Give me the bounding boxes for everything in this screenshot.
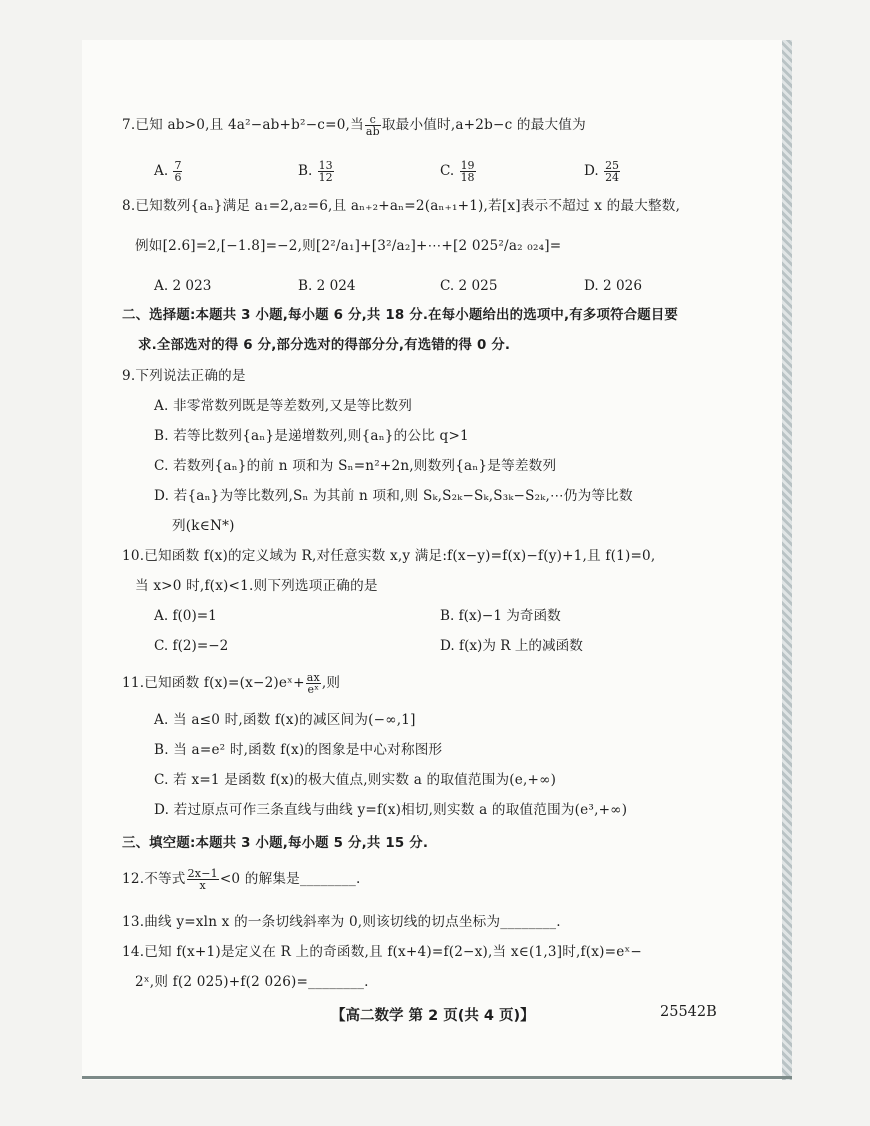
q9-option-b: B. 若等比数列{aₙ}是递增数列,则{aₙ}的公比 q>1: [154, 428, 469, 444]
section-2-heading-line1: 二、选择题:本题共 3 小题,每小题 6 分,共 18 分.在每小题给出的选项中,有多项符合题目要: [122, 308, 679, 323]
scan-edge-strip: [782, 40, 792, 1080]
q7-option-a: A. $\frac{7}{6}$: [154, 159, 182, 184]
q9-option-a: A. 非零常数列既是等差数列,又是等比数列: [154, 398, 413, 414]
q7-option-b: B. $\frac{13}{12}$: [298, 159, 333, 184]
question-9-stem: 9.下列说法正确的是: [122, 368, 246, 384]
q11-option-a: A. 当 a≤0 时,函数 f(x)的减区间为(−∞,1]: [154, 712, 416, 728]
q8-option-b: B. 2 024: [298, 278, 356, 294]
paper-code: 25542B: [660, 1004, 717, 1020]
page-footer-label: 【高二数学 第 2 页(共 4 页)】: [331, 1008, 535, 1024]
q10-option-c: C. f(2)=−2: [154, 638, 229, 654]
q11-option-d: D. 若过原点可作三条直线与曲线 y=f(x)相切,则实数 a 的取值范围为(e³,+∞): [154, 802, 628, 818]
q7-option-c: C. $\frac{19}{18}$: [440, 159, 475, 184]
q8-option-d: D. 2 026: [584, 278, 642, 294]
q9-option-d-line2: 列(k∈N*): [172, 518, 235, 534]
question-10-line2: 当 x>0 时,f(x)<1.则下列选项正确的是: [135, 578, 378, 594]
question-8-line2: 例如[2.6]=2,[−1.8]=−2,则[2²/a₁]+[3²/a₂]+⋯+[2 025²/a₂ ₀₂₄]=: [135, 238, 562, 254]
question-10-line1: 10.已知函数 f(x)的定义域为 R,对任意实数 x,y 满足:f(x−y)=f(x)−f(y)+1,且 f(1)=0,: [122, 548, 656, 564]
q10-option-a: A. f(0)=1: [154, 608, 217, 624]
q8-option-a: A. 2 023: [154, 278, 212, 294]
question-12: 12.不等式 $\frac{2x-1}{x}$ <0 的解集是________.: [122, 867, 361, 892]
question-14-line2: 2ˣ,则 f(2 025)+f(2 026)=________.: [135, 974, 369, 990]
q7-option-d: D. $\frac{25}{24}$: [584, 159, 620, 184]
section-2-heading-line2: 求.全部选对的得 6 分,部分选对的得部分分,有选错的得 0 分.: [138, 338, 511, 353]
q10-option-d: D. f(x)为 R 上的减函数: [440, 638, 583, 654]
q12-fraction: $\frac{2x-1}{x}$: [187, 867, 218, 892]
question-7-stem: 7.已知 ab>0,且 4a²−ab+b²−c=0,当 $\frac{c}{ab}$ 取最小值时,a+2b−c 的最大值为: [122, 113, 586, 138]
q8-option-c: C. 2 025: [440, 278, 498, 294]
question-11-stem: 11.已知函数 f(x)=(x−2)eˣ+ $\frac{ax}{\text{eˣ}}$ ,则: [122, 671, 341, 696]
q9-option-d-line1: D. 若{aₙ}为等比数列,Sₙ 为其前 n 项和,则 Sₖ,S₂ₖ−Sₖ,S₃ₖ−S₂ₖ,⋯仍为等比数: [154, 488, 633, 504]
question-13: 13.曲线 y=xln x 的一条切线斜率为 0,则该切线的切点坐标为________.: [122, 914, 561, 930]
q11-option-c: C. 若 x=1 是函数 f(x)的极大值点,则实数 a 的取值范围为(e,+∞): [154, 772, 557, 788]
q9-option-c: C. 若数列{aₙ}的前 n 项和为 Sₙ=n²+2n,则数列{aₙ}是等差数列: [154, 458, 557, 474]
q11-option-b: B. 当 a=e² 时,函数 f(x)的图象是中心对称图形: [154, 742, 443, 758]
question-8-line1: 8.已知数列{aₙ}满足 a₁=2,a₂=6,且 aₙ₊₂+aₙ=2(aₙ₊₁+1),若[x]表示不超过 x 的最大整数,: [122, 198, 681, 214]
bottom-rule: [82, 1076, 792, 1079]
section-3-heading: 三、填空题:本题共 3 小题,每小题 5 分,共 15 分.: [122, 836, 429, 851]
question-14-line1: 14.已知 f(x+1)是定义在 R 上的奇函数,且 f(x+4)=f(2−x),当 x∈(1,3]时,f(x)=eˣ−: [122, 944, 642, 960]
q11-fraction: $\frac{ax}{\text{eˣ}}$: [306, 671, 320, 696]
q10-option-b: B. f(x)−1 为奇函数: [440, 608, 561, 624]
q7-fraction: $\frac{c}{ab}$: [365, 113, 380, 138]
